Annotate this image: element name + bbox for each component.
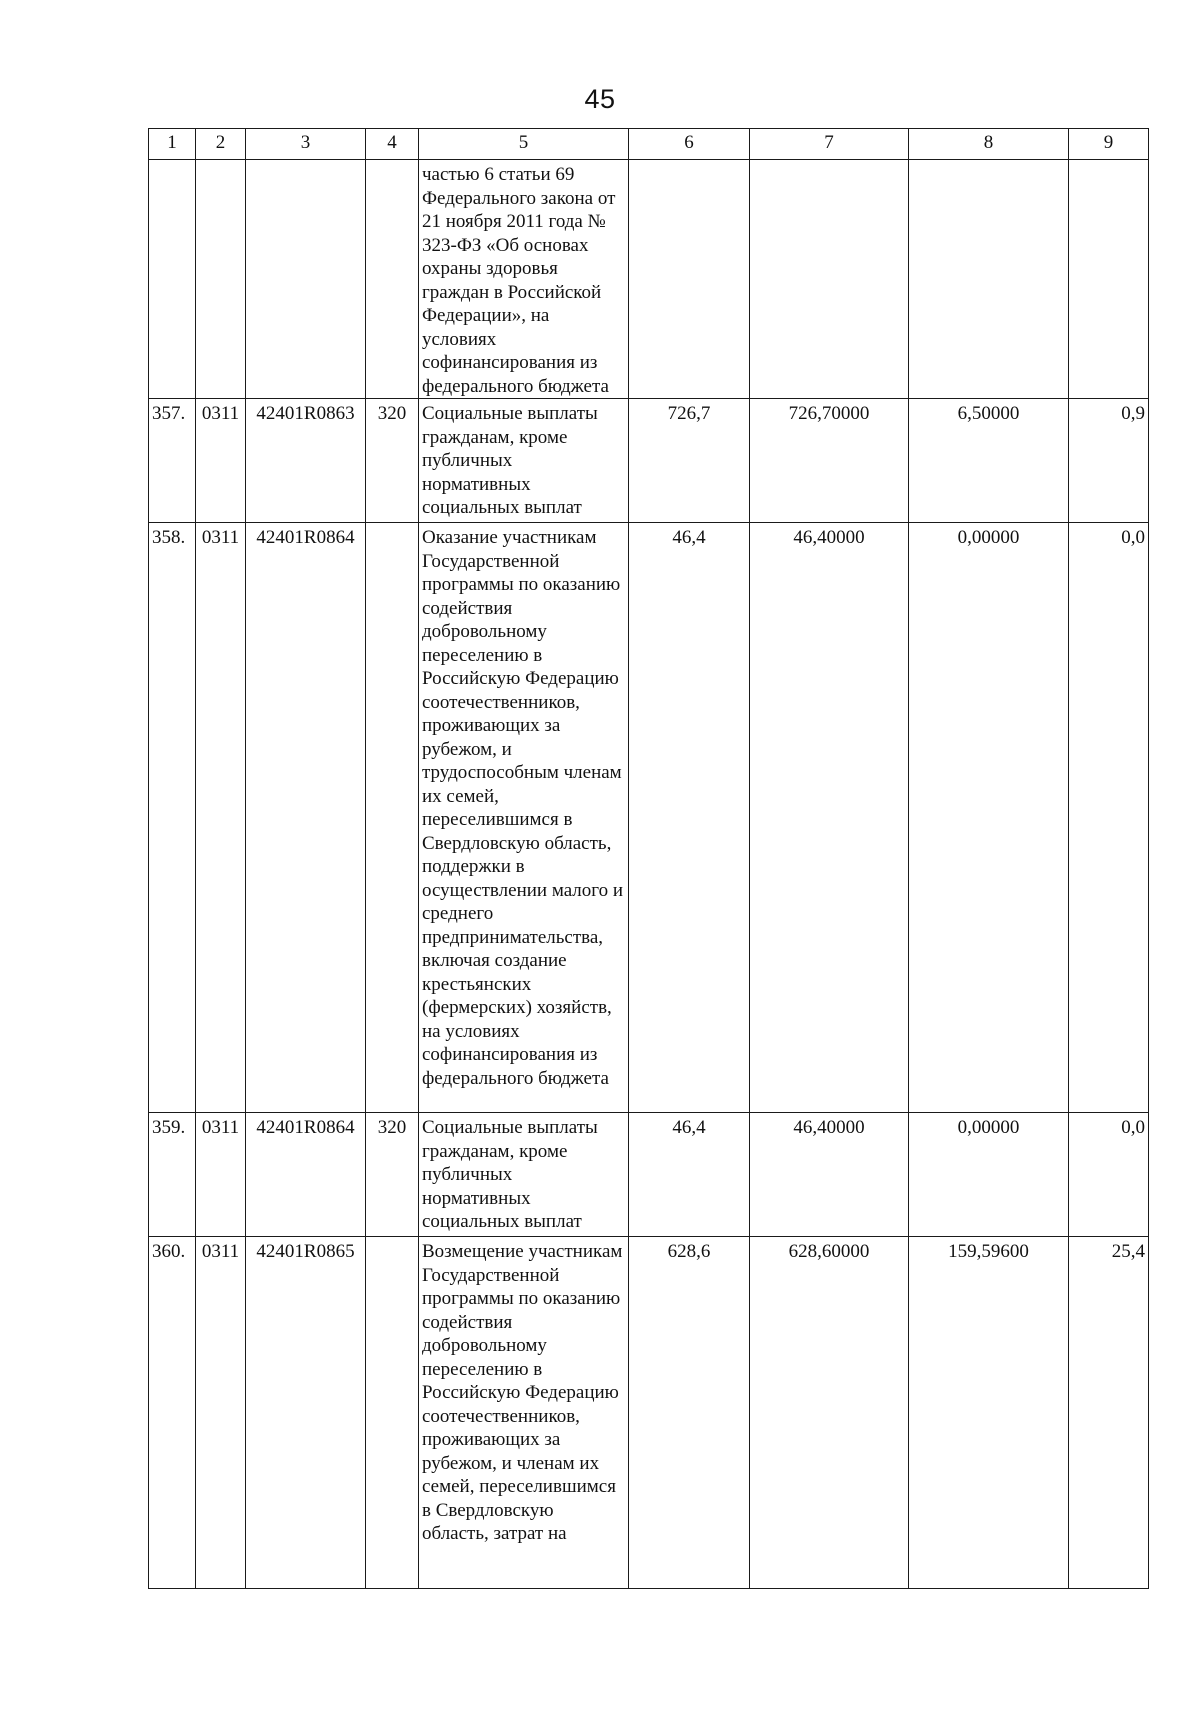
table-row [149,523,1149,1113]
item-name: Возмещение участникам Государственной программы по оказанию содействия добровольному переселению в Российскую Федерацию соотечественников, проживающих за рубежом, и членам их семей, переселившимся в Свердловскую область, затрат на [419,1237,629,1589]
column-number: 2 [196,129,246,160]
approved-amount: 46,4 [629,523,750,1113]
target-article-code: 42401R0863 [246,399,366,523]
table-row [149,1113,1149,1237]
section-code: 0311 [196,1113,246,1237]
expense-type-code [366,160,419,399]
column-number: 3 [246,129,366,160]
expense-type-code [366,523,419,1113]
plan-amount: 46,40000 [750,1113,909,1237]
table-row [149,399,1149,523]
executed-amount: 6,50000 [909,399,1069,523]
plan-amount: 726,70000 [750,399,909,523]
executed-amount: 0,00000 [909,1113,1069,1237]
row-number: 360. [149,1237,196,1589]
expense-type-code: 320 [366,1113,419,1237]
executed-amount: 159,59600 [909,1237,1069,1589]
row-number: 359. [149,1113,196,1237]
section-code: 0311 [196,399,246,523]
item-name: Оказание участникам Государственной программы по оказанию содействия добровольному переселению в Российскую Федерацию соотечественников, проживающих за рубежом, и трудоспособным членам их семей, переселившимся в Свердловскую область, поддержки в осуществлении малого и среднего предпринимательства, включая создание крестьянских (фермерских) хозяйств, на условиях софинансирования из федерального бюджета [419,523,629,1113]
item-name: частью 6 статьи 69 Федерального закона от 21 ноября 2011 года № 323-ФЗ «Об основах охраны здоровья граждан в Российской Федерации», на условиях софинансирования из федерального бюджета [419,160,629,399]
column-number: 4 [366,129,419,160]
target-article-code: 42401R0864 [246,523,366,1113]
expense-type-code: 320 [366,399,419,523]
approved-amount: 628,6 [629,1237,750,1589]
execution-percent: 25,4 [1069,1237,1149,1589]
row-number: 358. [149,523,196,1113]
column-number: 5 [419,129,629,160]
table-row [149,1237,1149,1589]
column-number: 9 [1069,129,1149,160]
budget-table [148,128,1149,1589]
approved-amount: 726,7 [629,399,750,523]
column-number: 6 [629,129,750,160]
section-code [196,160,246,399]
plan-amount [750,160,909,399]
executed-amount: 0,00000 [909,523,1069,1113]
approved-amount: 46,4 [629,1113,750,1237]
row-number [149,160,196,399]
execution-percent [1069,160,1149,399]
table-row [149,160,1149,399]
execution-percent: 0,0 [1069,523,1149,1113]
column-number: 1 [149,129,196,160]
executed-amount [909,160,1069,399]
plan-amount: 46,40000 [750,523,909,1113]
target-article-code [246,160,366,399]
section-code: 0311 [196,523,246,1113]
item-name: Социальные выплаты гражданам, кроме публичных нормативных социальных выплат [419,399,629,523]
column-number-row [149,129,1149,160]
row-number: 357. [149,399,196,523]
item-name: Социальные выплаты гражданам, кроме публичных нормативных социальных выплат [419,1113,629,1237]
target-article-code: 42401R0864 [246,1113,366,1237]
expense-type-code [366,1237,419,1589]
plan-amount: 628,60000 [750,1237,909,1589]
page-number: 45 [584,84,616,114]
column-number: 8 [909,129,1069,160]
execution-percent: 0,0 [1069,1113,1149,1237]
column-number: 7 [750,129,909,160]
section-code: 0311 [196,1237,246,1589]
target-article-code: 42401R0865 [246,1237,366,1589]
execution-percent: 0,9 [1069,399,1149,523]
approved-amount [629,160,750,399]
